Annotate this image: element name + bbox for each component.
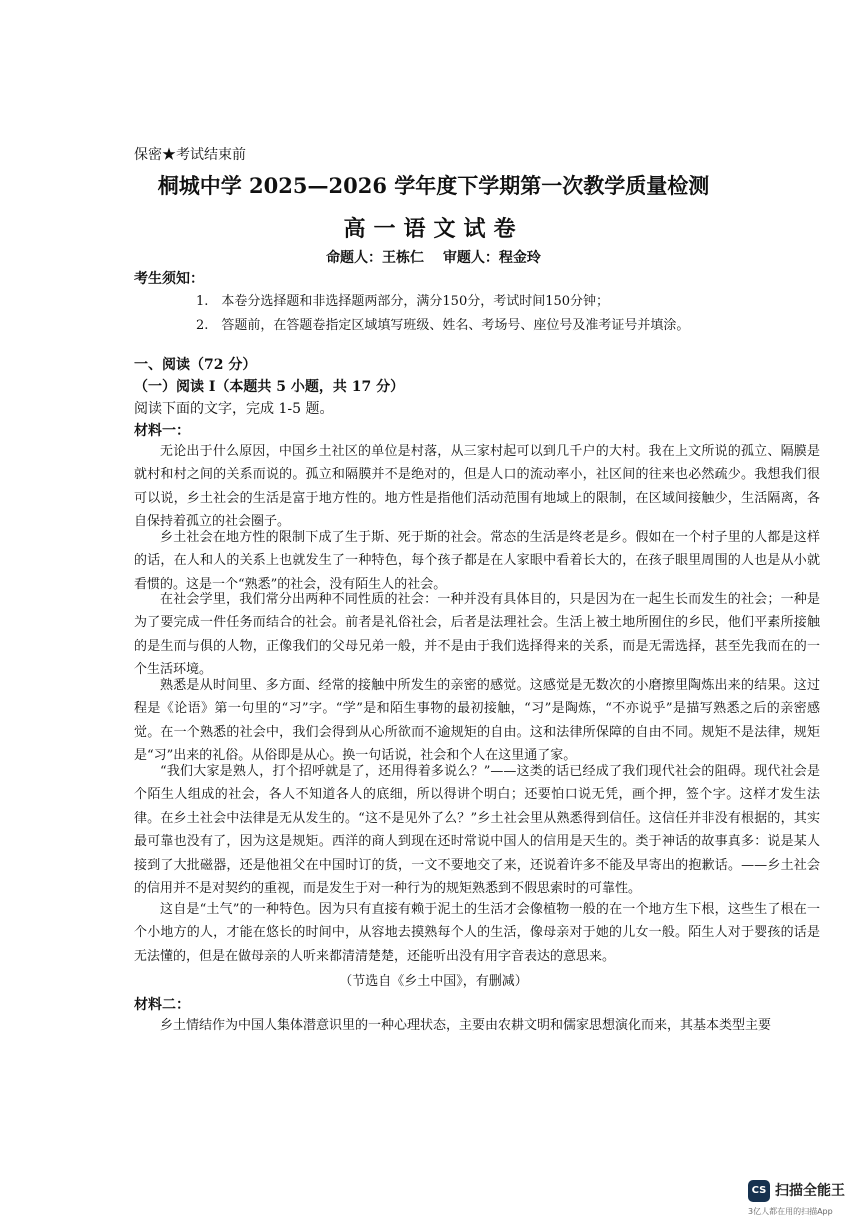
material-one-paragraph: 无论出于什么原因，中国乡土社区的单位是村落，从三家村起可以到几千户的大村。我在上文所说的孤立、隔膜是就村和村之间的关系而说的。孤立和隔膜并不是绝对的，但是人口的流动率小，社区间的往来也必然疏少。我想我们很可以说，乡土社会的生活是富于地方性的。地方性是指他们活动范围有地域上的限制，在区域间接触少，生活隔离，各自保持着孤立的社会圈子。 [134, 444, 820, 530]
material-two-paragraph: 乡土情结作为中国人集体潜意识里的一种心理状态，主要由农耕文明和儒家思想演化而来，其基本类型主要 [160, 1018, 772, 1033]
material-one-paragraph: 在社会学里，我们常分出两种不同性质的社会：一种并没有具体目的，只是因为在一起生长而发生的社会；一种是为了要完成一件任务而结合的社会。前者是礼俗社会，后者是法理社会。生活上被土地所囿住的乡民，他们平素所接触的是生而与俱的人物，正像我们的父母兄弟一般，并不是由于我们选择得来的关系，而是无需选择，甚至先我而在的一个生活环境。 [134, 592, 820, 678]
material-one-paragraph: 熟悉是从时间里、多方面、经常的接触中所发生的亲密的感觉。这感觉是无数次的小磨擦里陶炼出来的结果。这过程是《论语》第一句里的“习”字。“学”是和陌生事物的最初接触，“习”是陶炼，“不亦说乎”是描写熟悉之后的亲密感觉。在一个熟悉的社会中，我们会得到从心所欲而不逾规矩的自由。这和法律所保障的自由不同。规矩不是法律，规矩是“习”出来的礼俗。从俗即是从心。换一句话说，社会和个人在这里通了家。 [134, 678, 820, 764]
exam-title: 桐城中学 2025—2026 学年度下学期第一次教学质量检测 [157, 173, 710, 198]
notice-list [196, 290, 689, 338]
scanner-tagline: 3亿人都在用的扫描App [748, 1207, 833, 1216]
exam-subtitle: 高一语文试卷 [343, 216, 524, 242]
scanner-watermark [748, 1178, 848, 1218]
notice-heading: 考生须知： [134, 271, 204, 287]
confidential-mark: 保密★考试结束前 [134, 147, 246, 163]
notice-item: 2. 答题前，在答题卷指定区域填写班级、姓名、考场号、座位号及准考证号并填涂。 [196, 318, 690, 333]
subsection-heading: （一）阅读 I（本题共 5 小题，共 17 分） [134, 379, 405, 395]
author-line: 命题人：王栋仁 审题人：程金玲 [326, 250, 541, 266]
material-two-label: 材料二： [134, 997, 190, 1013]
notice-item: 1. 本卷分选择题和非选择题两部分，满分150分，考试时间150分钟； [196, 294, 610, 309]
material-one-paragraph: 乡土社会在地方性的限制下成了生于斯、死于斯的社会。常态的生活是终老是乡。假如在一个村子里的人都是这样的话，在人和人的关系上也就发生了一种特色，每个孩子都是在人家眼中看着长大的，在孩子眼里周围的人也是从小就看惯的。这是一个“熟悉”的社会，没有陌生人的社会。 [134, 530, 820, 592]
material-one-paragraph: 这自是“土气”的一种特色。因为只有直接有赖于泥土的生活才会像植物一般的在一个地方生下根，这些生了根在一个小地方的人，才能在悠长的时间中，从容地去摸熟每个人的生活，像母亲对于她的儿女一般。陌生人对于婴孩的话是无法懂的，但是在做母亲的人听来都清清楚楚，还能听出没有用字音表达的意思来。 [134, 902, 820, 964]
scanner-logo-icon: CS [748, 1180, 770, 1202]
material-one-label: 材料一： [134, 423, 190, 439]
scanner-app-name: 扫描全能王 [775, 1183, 845, 1199]
section-heading: 一、阅读（72 分） [134, 357, 257, 373]
instruction-text: 阅读下面的文字，完成 1-5 题。 [134, 401, 334, 417]
material-one-paragraph: “我们大家是熟人，打个招呼就是了，还用得着多说么？”——这类的话已经成了我们现代社会的阻碍。现代社会是个陌生人组成的社会，各人不知道各人的底细，所以得讲个明白；还要怕口说无凭，画个押，签个字。这样才发生法律。在乡土社会中法律是无从发生的。“这不是见外了么？”乡土社会里从熟悉得到信任。这信任并非没有根据的，其实最可靠也没有了，因为这是规矩。西洋的商人到现在还时常说中国人的信用是天生的。类于神话的故事真多：说是某人接到了大批磁器，还是他祖父在中国时订的货，一文不要地交了来，还说着许多不能及早寄出的抱歉话。——乡土社会的信用并不是对契约的重视，而是发生于对一种行为的规矩熟悉到不假思索时的可靠性。 [134, 764, 820, 897]
source-citation: （节选自《乡土中国》，有删减） [339, 974, 528, 989]
